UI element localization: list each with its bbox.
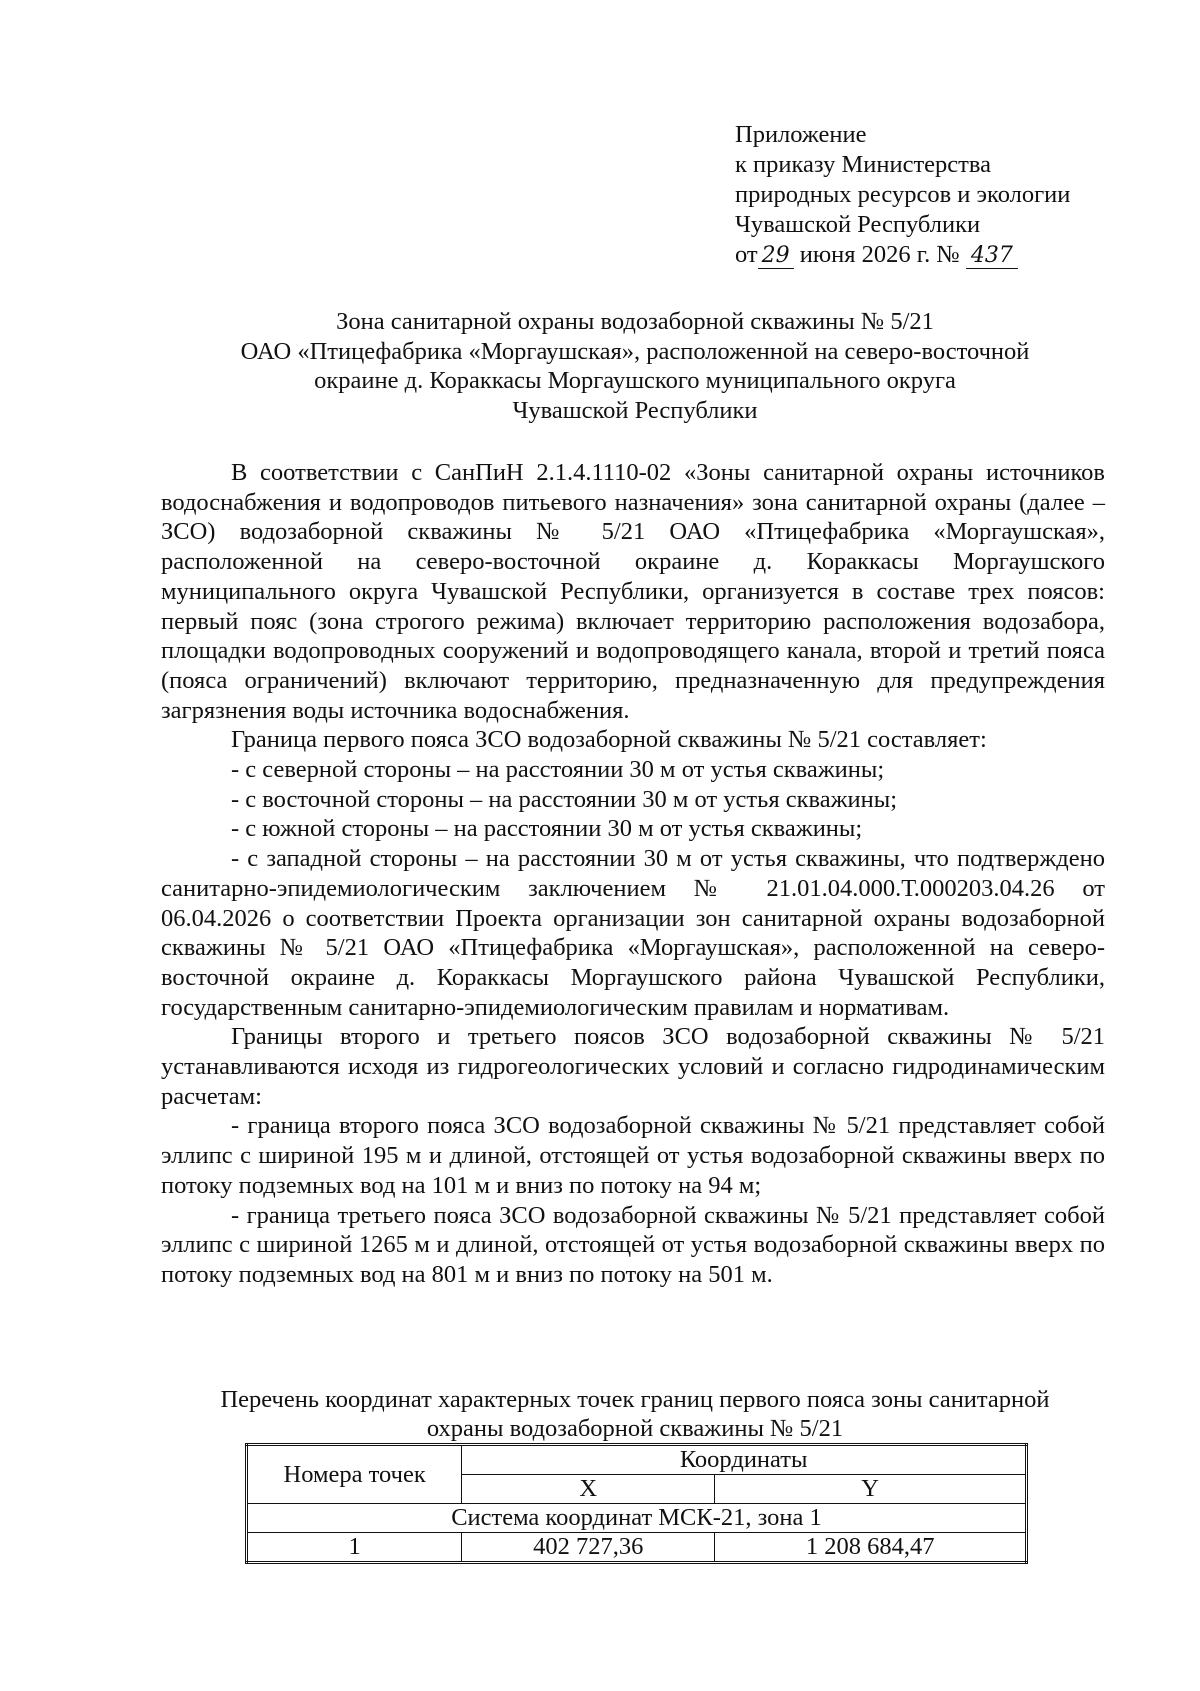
paragraph: Граница первого пояса ЗСО водозаборной скважины № 5/21 составляет: (231, 726, 987, 754)
date-rest: июня 2026 г. № (799, 241, 960, 268)
table-title-line: Перечень координат характерных точек границ первого пояса зоны санитарной (220, 1386, 1050, 1413)
header-y: Y (715, 1475, 1027, 1504)
appendix-line: к приказу Министерства (735, 151, 991, 178)
y-cell: 1 208 684,47 (715, 1533, 1027, 1563)
appendix-block (735, 120, 1175, 270)
list-item: - с южной стороны – на расстоянии 30 м от устья скважины; (231, 815, 863, 843)
table-title (160, 1385, 1110, 1443)
table-header-row (247, 1445, 1027, 1475)
point-number-cell: 1 (247, 1533, 462, 1563)
table-title-line: охраны водозаборной скважины № 5/21 (426, 1415, 844, 1442)
title-line: Чувашской Республики (512, 396, 758, 424)
header-x: X (462, 1475, 715, 1504)
order-date-line (735, 240, 1175, 270)
paragraph: В соответствии с СанПиН 2.1.4.1110-02 «Зоны санитарной охраны источников водоснабжения и водопроводов питьевого назначения» зона санитарной охраны (далее – ЗСО) водозаборной скважины № 5/21 ОАО «Птицефабрика «Моргаушская», расположенной на северо-восточной окраине д. Кораккасы Моргаушского муниципального округа Чувашской Республики, организуется в составе трех поясов: первый пояс (зона строгого режима) включает территорию расположения водозабора, площадки водопроводных сооружений и водопроводящего канала, второй и третий пояса (пояса ограничений) включают территорию, предназначенную для предупреждения загрязнения воды источника водоснабжения. (161, 459, 1105, 724)
header-coordinates: Координаты (462, 1445, 1027, 1475)
header-point-numbers: Номера точек (247, 1445, 462, 1504)
list-item: - граница третьего пояса ЗСО водозаборной скважины № 5/21 представляет собой эллипс с шириной 1265 м и длиной, отстоящей от устья водозаборной скважины вверх по потоку подземных вод на 801 м и вниз по потоку на 501 м. (161, 1201, 1105, 1288)
appendix-line: природных ресурсов и экологии (735, 181, 1071, 208)
list-item: - с западной стороны – на расстоянии 30 м от устья скважины, что подтверждено санитарно-эпидемиологическим заключением № 21.01.04.000.Т.000203.04.26 от 06.04.2026 о соответствии Проекта организации зон санитарной охраны водозаборной скважины № 5/21 ОАО «Птицефабрика «Моргаушская», расположенной на северо-восточной окраине д. Кораккасы Моргаушского района Чувашской Республики, государственным санитарно-эпидемиологическим правилам и нормативам. (161, 845, 1105, 1021)
title-line: окраине д. Кораккасы Моргаушского муниципального округа (314, 367, 956, 394)
coordinate-system: Система координат МСК-21, зона 1 (247, 1504, 1027, 1533)
document-title (160, 307, 1110, 425)
handwritten-day: 29 (758, 244, 794, 269)
coordinates-table (245, 1443, 1028, 1564)
table-row (247, 1533, 1027, 1563)
list-item: - граница второго пояса ЗСО водозаборной скважины № 5/21 представляет собой эллипс с шириной 195 м и длиной, отстоящей от устья водозаборной скважины вверх по потоку подземных вод на 101 м и вниз по потоку на 94 м; (161, 1112, 1105, 1199)
x-cell: 402 727,36 (462, 1533, 715, 1563)
list-item: - с северной стороны – на расстоянии 30 м от устья скважины; (231, 756, 885, 784)
appendix-line: Приложение (735, 121, 867, 148)
title-line: ОАО «Птицефабрика «Моргаушская», расположенной на северо-восточной (240, 337, 1030, 365)
date-prefix: от (735, 241, 758, 268)
list-item: - с восточной стороны – на расстоянии 30 м от устья скважины; (231, 785, 898, 813)
document-body (161, 458, 1105, 1290)
table-system-row (247, 1504, 1027, 1533)
appendix-line: Чувашской Республики (735, 211, 981, 238)
paragraph: Границы второго и третьего поясов ЗСО водозаборной скважины № 5/21 устанавливаются исходя из гидрогеологических условий и согласно гидродинамическим расчетам: (161, 1023, 1105, 1110)
title-line: Зона санитарной охраны водозаборной скважины № 5/21 (336, 308, 934, 335)
handwritten-order-number: 437 (966, 244, 1018, 269)
